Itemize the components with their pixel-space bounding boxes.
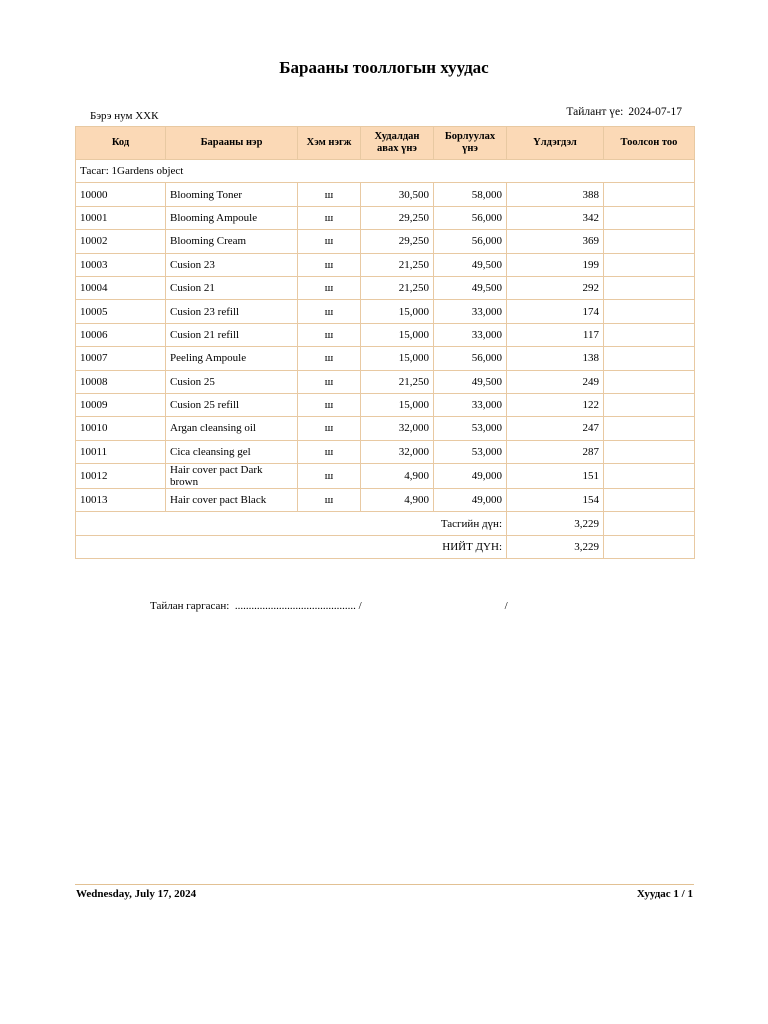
item-buy-price: 21,250 — [361, 276, 434, 299]
item-stock: 138 — [507, 347, 604, 370]
item-stock: 122 — [507, 393, 604, 416]
col-header-unit: Хэм нэгж — [298, 127, 361, 160]
item-buy-price: 4,900 — [361, 489, 434, 512]
item-sell-price: 58,000 — [434, 183, 507, 206]
item-buy-price: 29,250 — [361, 230, 434, 253]
item-stock: 388 — [507, 183, 604, 206]
signature-line — [150, 600, 508, 612]
signature-dots: ............................................ / / — [234, 600, 508, 612]
item-counted — [604, 489, 695, 512]
item-name: Cusion 25 — [166, 370, 298, 393]
item-counted — [604, 393, 695, 416]
table-row — [76, 489, 695, 512]
table-row — [76, 464, 695, 489]
col-header-counted: Тоолсон тоо — [604, 127, 695, 160]
item-counted — [604, 370, 695, 393]
item-code: 10011 — [76, 440, 166, 463]
company-name: Бэрэ нум ХХК — [90, 110, 159, 122]
item-stock: 151 — [507, 464, 604, 489]
item-code: 10009 — [76, 393, 166, 416]
item-code: 10012 — [76, 464, 166, 489]
item-unit: ш — [298, 300, 361, 323]
item-unit: ш — [298, 253, 361, 276]
table-row — [76, 206, 695, 229]
item-unit: ш — [298, 276, 361, 299]
item-name: Hair cover pact Black — [166, 489, 298, 512]
col-header-stock: Үлдэгдэл — [507, 127, 604, 160]
item-name: Cusion 23 — [166, 253, 298, 276]
item-unit: ш — [298, 417, 361, 440]
item-unit: ш — [298, 206, 361, 229]
item-name: Peeling Ampoule — [166, 347, 298, 370]
item-buy-price: 21,250 — [361, 253, 434, 276]
item-code: 10006 — [76, 323, 166, 346]
item-stock: 117 — [507, 323, 604, 346]
item-unit: ш — [298, 347, 361, 370]
item-name: Hair cover pact Dark brown — [166, 464, 298, 489]
report-date-value: 2024-07-17 — [628, 106, 682, 118]
item-stock: 249 — [507, 370, 604, 393]
item-sell-price: 49,500 — [434, 370, 507, 393]
table-row — [76, 347, 695, 370]
footer-date: Wednesday, July 17, 2024 — [76, 888, 197, 900]
item-name: Cica cleansing gel — [166, 440, 298, 463]
item-counted — [604, 276, 695, 299]
item-name: Blooming Ampoule — [166, 206, 298, 229]
item-sell-price: 49,000 — [434, 489, 507, 512]
subtotal-value: 3,229 — [507, 512, 604, 535]
item-code: 10004 — [76, 276, 166, 299]
item-sell-price: 53,000 — [434, 417, 507, 440]
table-row — [76, 253, 695, 276]
item-name: Cusion 25 refill — [166, 393, 298, 416]
item-stock: 369 — [507, 230, 604, 253]
report-date — [566, 106, 682, 118]
item-buy-price: 21,250 — [361, 370, 434, 393]
item-stock: 292 — [507, 276, 604, 299]
item-stock: 174 — [507, 300, 604, 323]
item-name: Blooming Cream — [166, 230, 298, 253]
item-sell-price: 56,000 — [434, 230, 507, 253]
footer-page-number: Хуудас 1 / 1 — [636, 888, 693, 900]
item-counted — [604, 230, 695, 253]
table-header-row — [76, 127, 695, 160]
item-name: Argan cleansing oil — [166, 417, 298, 440]
item-unit: ш — [298, 183, 361, 206]
item-buy-price: 29,250 — [361, 206, 434, 229]
footer-divider — [75, 884, 694, 885]
item-unit: ш — [298, 230, 361, 253]
item-code: 10003 — [76, 253, 166, 276]
total-blank — [604, 535, 695, 558]
item-counted — [604, 347, 695, 370]
item-counted — [604, 183, 695, 206]
table-row — [76, 393, 695, 416]
item-stock: 199 — [507, 253, 604, 276]
item-stock: 342 — [507, 206, 604, 229]
item-name: Cusion 21 — [166, 276, 298, 299]
table-row — [76, 276, 695, 299]
group-label: Тасаг: 1Gardens object — [76, 160, 695, 183]
table-row — [76, 370, 695, 393]
item-code: 10002 — [76, 230, 166, 253]
report-date-label: Тайлант үе: — [566, 106, 624, 118]
item-buy-price: 32,000 — [361, 417, 434, 440]
col-header-code: Код — [76, 127, 166, 160]
item-buy-price: 15,000 — [361, 323, 434, 346]
total-label: НИЙТ ДҮН: — [76, 535, 507, 558]
item-unit: ш — [298, 323, 361, 346]
item-sell-price: 33,000 — [434, 393, 507, 416]
item-sell-price: 56,000 — [434, 347, 507, 370]
item-buy-price: 4,900 — [361, 464, 434, 489]
item-name: Cusion 23 refill — [166, 300, 298, 323]
item-buy-price: 15,000 — [361, 347, 434, 370]
table-row — [76, 230, 695, 253]
table-row — [76, 300, 695, 323]
item-code: 10001 — [76, 206, 166, 229]
item-unit: ш — [298, 370, 361, 393]
item-sell-price: 53,000 — [434, 440, 507, 463]
item-code: 10000 — [76, 183, 166, 206]
item-counted — [604, 417, 695, 440]
item-stock: 247 — [507, 417, 604, 440]
item-code: 10007 — [76, 347, 166, 370]
item-buy-price: 15,000 — [361, 300, 434, 323]
item-unit: ш — [298, 464, 361, 489]
table-row — [76, 323, 695, 346]
item-stock: 154 — [507, 489, 604, 512]
item-counted — [604, 300, 695, 323]
item-buy-price: 30,500 — [361, 183, 434, 206]
col-header-buy-price: Худалдан авах үнэ — [361, 127, 434, 160]
item-sell-price: 33,000 — [434, 323, 507, 346]
col-header-name: Барааны нэр — [166, 127, 298, 160]
item-name: Cusion 21 refill — [166, 323, 298, 346]
item-sell-price: 33,000 — [434, 300, 507, 323]
subtotal-row — [76, 512, 695, 535]
item-sell-price: 49,000 — [434, 464, 507, 489]
item-buy-price: 32,000 — [361, 440, 434, 463]
item-counted — [604, 206, 695, 229]
item-sell-price: 49,500 — [434, 276, 507, 299]
total-value: 3,229 — [507, 535, 604, 558]
item-counted — [604, 323, 695, 346]
item-name: Blooming Toner — [166, 183, 298, 206]
item-code: 10010 — [76, 417, 166, 440]
group-row — [76, 160, 695, 183]
item-sell-price: 49,500 — [434, 253, 507, 276]
subtotal-blank — [604, 512, 695, 535]
table-row — [76, 440, 695, 463]
item-stock: 287 — [507, 440, 604, 463]
item-unit: ш — [298, 440, 361, 463]
total-row — [76, 535, 695, 558]
item-buy-price: 15,000 — [361, 393, 434, 416]
item-code: 10005 — [76, 300, 166, 323]
signature-label: Тайлан гаргасан: — [150, 600, 230, 612]
item-counted — [604, 253, 695, 276]
item-code: 10008 — [76, 370, 166, 393]
page-title: Барааны тооллогын хуудас — [279, 58, 489, 77]
col-header-sell-price: Борлуулах үнэ — [434, 127, 507, 160]
item-sell-price: 56,000 — [434, 206, 507, 229]
inventory-table — [75, 126, 695, 559]
item-counted — [604, 440, 695, 463]
subtotal-label: Тасгийн дүн: — [76, 512, 507, 535]
item-unit: ш — [298, 489, 361, 512]
item-code: 10013 — [76, 489, 166, 512]
table-row — [76, 183, 695, 206]
table-row — [76, 417, 695, 440]
item-unit: ш — [298, 393, 361, 416]
item-counted — [604, 464, 695, 489]
